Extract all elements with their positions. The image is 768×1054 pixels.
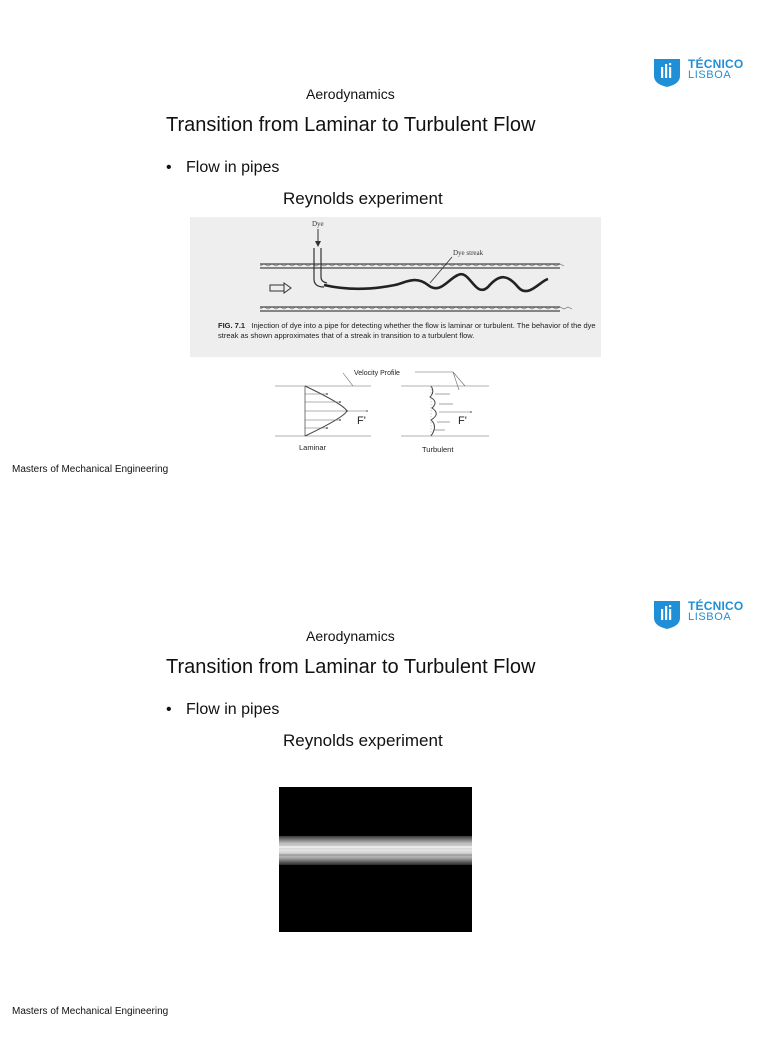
laminar-label: Laminar bbox=[299, 443, 327, 452]
shield-icon bbox=[653, 600, 681, 630]
subheading: Reynolds experiment bbox=[283, 189, 443, 208]
figure-caption bbox=[218, 321, 598, 340]
slide-footer: Masters of Mechanical Engineering bbox=[12, 1006, 169, 1017]
dye-streak-label: Dye streak bbox=[453, 249, 484, 257]
logo-line-2: LISBOA bbox=[688, 611, 732, 623]
logo-line-1: TÉCNICO bbox=[688, 599, 744, 613]
logo-line-1: TÉCNICO bbox=[688, 57, 744, 71]
force-label-laminar: F' bbox=[357, 415, 366, 427]
dye-label: Dye bbox=[312, 220, 324, 228]
slide-footer: Masters of Mechanical Engineering bbox=[12, 464, 169, 475]
bullet-text: Flow in pipes bbox=[186, 159, 280, 176]
bullet-dot: • bbox=[166, 701, 172, 718]
slide-2 bbox=[0, 542, 768, 1054]
logo-line-2: LISBOA bbox=[688, 69, 732, 81]
tecnico-lisboa-logo bbox=[653, 600, 753, 630]
bullet-text: Flow in pipes bbox=[186, 701, 280, 718]
reynolds-experiment-photo bbox=[279, 787, 472, 932]
pipe-diagram bbox=[190, 217, 601, 321]
slide-1 bbox=[0, 0, 768, 512]
turbulent-label: Turbulent bbox=[422, 445, 454, 454]
slide-title: Transition from Laminar to Turbulent Flow bbox=[166, 114, 536, 136]
velocity-profile-diagram bbox=[275, 364, 490, 458]
course-name: Aerodynamics bbox=[306, 628, 395, 644]
bullet-item bbox=[166, 159, 279, 177]
course-name: Aerodynamics bbox=[306, 86, 395, 102]
tecnico-lisboa-logo bbox=[653, 58, 753, 88]
force-label-turbulent: F' bbox=[458, 415, 467, 427]
slide-title: Transition from Laminar to Turbulent Flow bbox=[166, 656, 536, 678]
dye-experiment-figure bbox=[190, 217, 601, 357]
caption-figure-number: FIG. 7.1 bbox=[218, 321, 246, 330]
subheading: Reynolds experiment bbox=[283, 731, 443, 750]
bullet-dot: • bbox=[166, 159, 172, 176]
shield-icon bbox=[653, 58, 681, 88]
caption-text: Injection of dye into a pipe for detecting whether the flow is laminar or turbulent. The behavior of the dye streak as shown approximates that of a streak in transition to a turbulent flow. bbox=[218, 321, 596, 340]
velocity-profile-label: Velocity Profile bbox=[354, 370, 400, 377]
bullet-item bbox=[166, 701, 279, 719]
